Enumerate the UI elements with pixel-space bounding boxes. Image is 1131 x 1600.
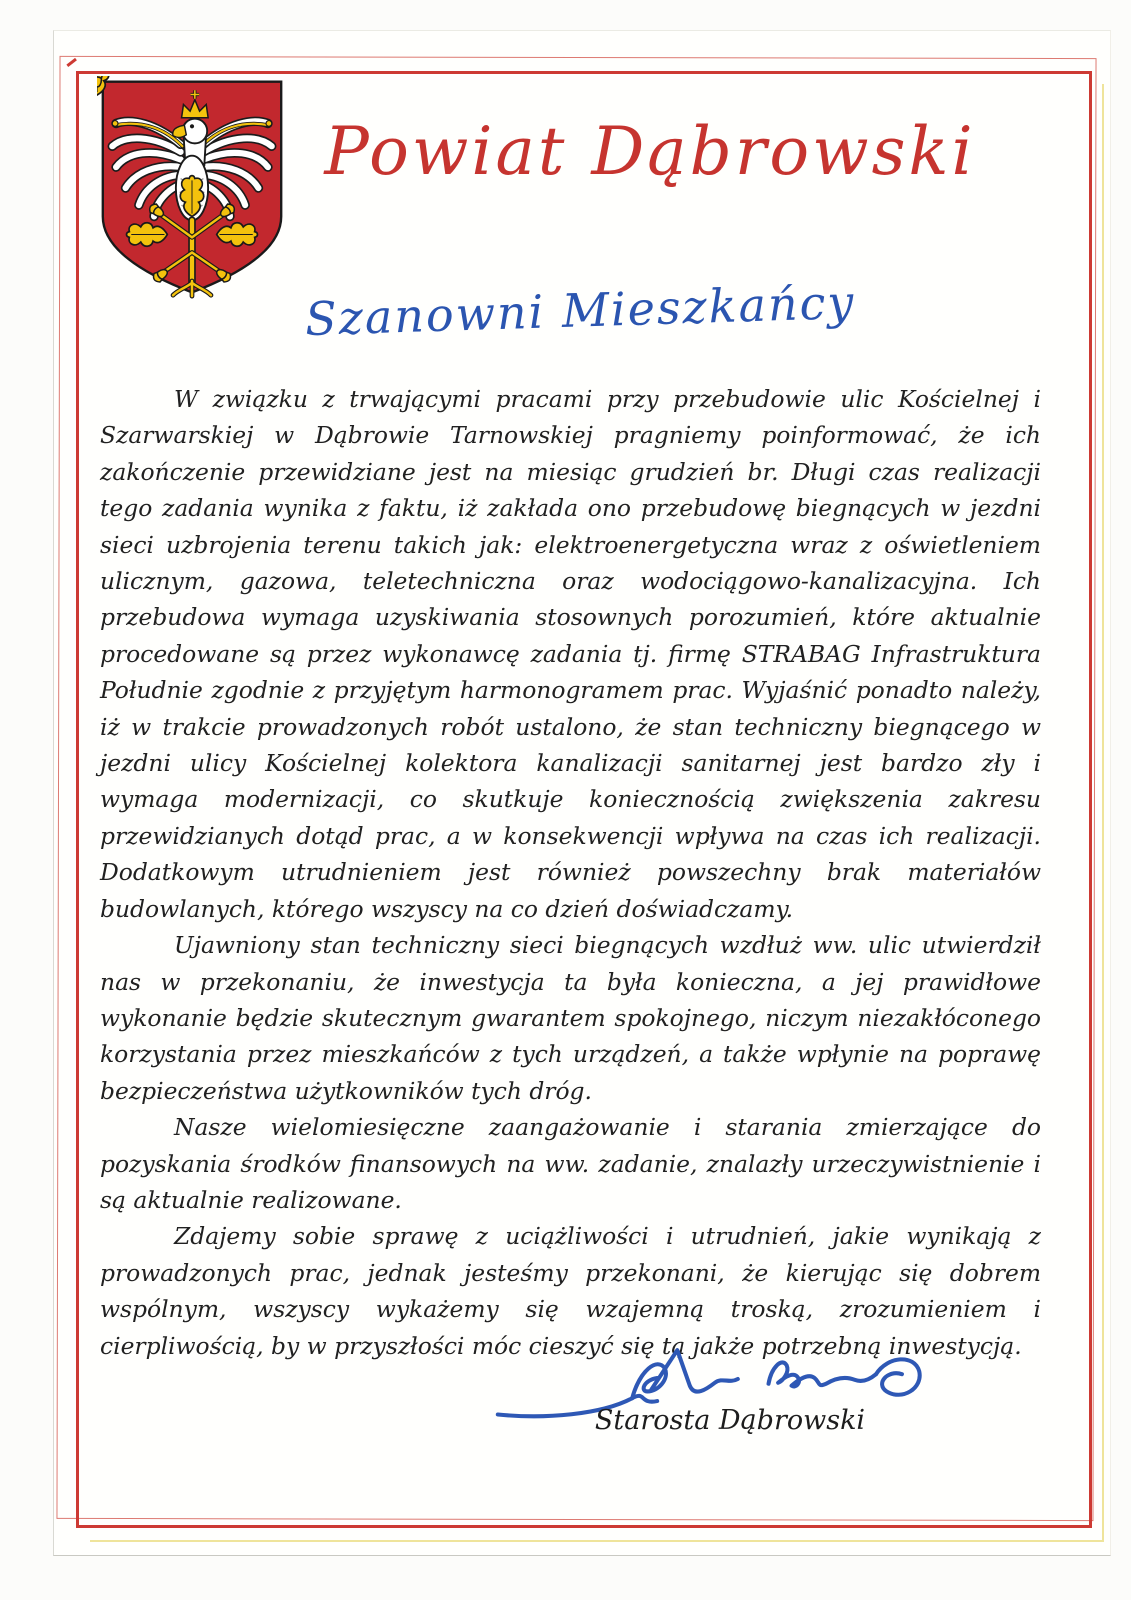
signer-title: Starosta Dąbrowski xyxy=(594,1405,866,1436)
letter-paragraph: W związku z trwającymi pracami przy przebudowie ulic Kościelnej i Szarwarskiej w Dąbrowie Tarnowskiej pragniemy poinformować, że ich zakończenie przewidziane jest na miesiąc grudzień br. Długi czas realizacji tego zadania wynika z faktu, iż zakłada ono przebudowę biegnących w jezdni sieci uzbrojenia terenu takich jak: elektroenergetyczna wraz z oświetleniem ulicznym, gazowa, teletechniczna oraz wodociągowo-kanalizacyjna. Ich przebudowa wymaga uzyskiwania stosownych porozumień, które aktualnie procedowane są przez wykonawcę zadania tj. firmę STRABAG Infrastruktura Południe zgodnie z przyjętym harmonogramem prac. Wyjaśnić ponadto należy, iż w trakcie prowadzonych robót ustalono, że stan techniczny biegnącego w jezdni ulicy Kościelnej kolektora kanalizacji sanitarnej jest bardzo zły i wymaga modernizacji, co skutkuje koniecznością zwiększenia zakresu przewidzianych dotąd prac, a w konsekwencji wpływa na czas ich realizacji. Dodatkowym utrudnieniem jest również powszechny brak materiałów budowlanych, którego wszyscy na co dzień doświadczamy. xyxy=(100,385,1041,923)
letterhead-title: Powiat Dąbrowski xyxy=(324,113,976,190)
letter-body xyxy=(100,381,1041,1364)
letter-paragraph: Zdajemy sobie sprawę z uciążliwości i utrudnień, jakie wynikają z prowadzonych prac, jednak jesteśmy przekonani, że kierując się dobrem wspólnym, wszyscy wykażemy się wzajemną troską, zrozumieniem i cierpliwością, by w przyszłości móc cieszyć się tą jakże potrzebną inwestycją. xyxy=(100,1222,1041,1360)
handwritten-salutation: Szanowni Mieszkańcy xyxy=(304,274,857,347)
coat-of-arms-icon xyxy=(97,76,287,299)
letter-paragraph: Nasze wielomiesięczne zaangażowanie i starania zmierzające do pozyskania środków finansowych na ww. zadanie, znalazły urzeczywistnienie i są aktualnie realizowane. xyxy=(100,1113,1041,1214)
letter-paragraph: Ujawniony stan techniczny sieci biegnących wzdłuż ww. ulic utwierdził nas w przekonaniu, że inwestycja ta była konieczna, a jej prawidłowe wykonanie będzie skutecznym gwarantem spokojnego, niczym niezakłóconego korzystania przez mieszkańców z tych urządzeń, a także wpłynie na poprawę bezpieczeństwa użytkowników tych dróg. xyxy=(100,931,1041,1105)
